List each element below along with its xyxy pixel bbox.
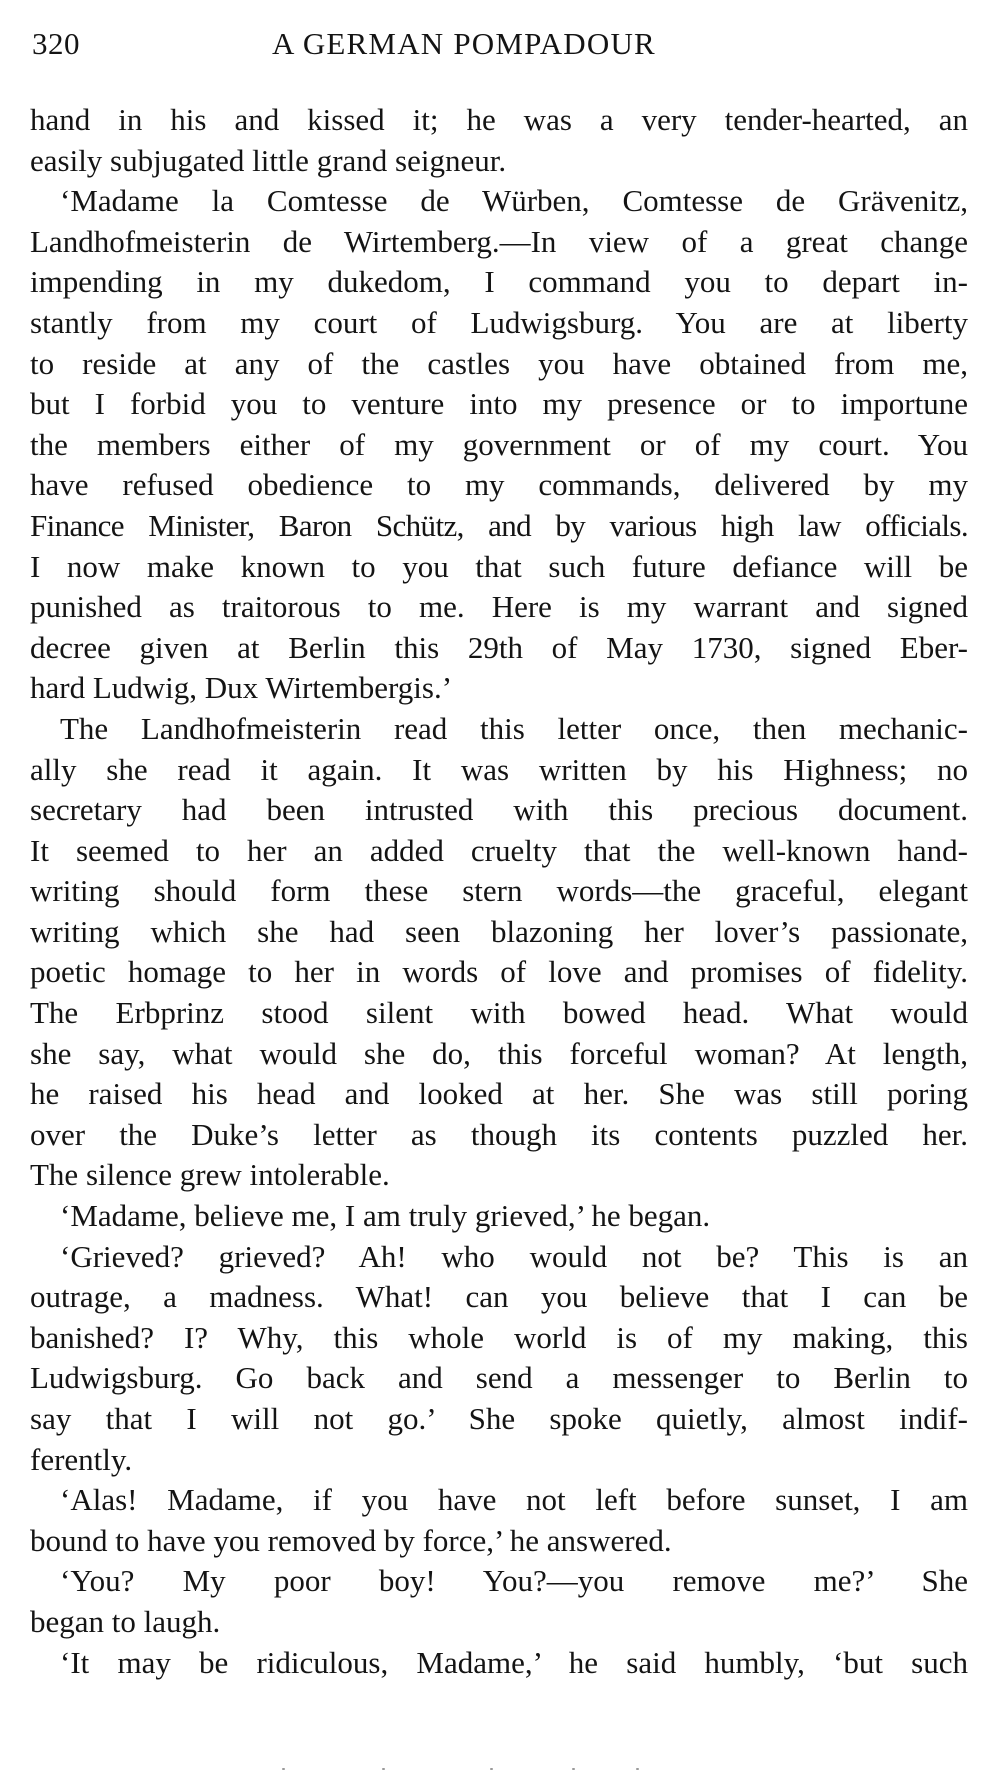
text-line: hard Ludwig, Dux Wirtembergis.’: [30, 670, 453, 706]
scan-speck: [572, 1768, 575, 1770]
text-line: she say, what would she do, this forceful woman? At length,: [30, 1035, 968, 1071]
text-line: bound to have you removed by force,’ he answered.: [30, 1522, 672, 1558]
text-line: the members either of my government or of my court. You: [30, 426, 968, 462]
text-line: ‘It may be ridiculous, Madame,’ he said humbly, ‘but such: [60, 1644, 968, 1680]
scan-specks: [280, 1768, 700, 1774]
text-line: stantly from my court of Ludwigsburg. You are at liberty: [30, 304, 968, 340]
running-title: A GERMAN POMPADOUR: [272, 26, 656, 61]
text-line: began to laugh.: [30, 1603, 221, 1639]
text-line: over the Duke’s letter as though its contents puzzled her.: [30, 1116, 968, 1152]
text-line: impending in my dukedom, I command you to depart in-: [30, 264, 968, 300]
text-line: I now make known to you that such future defiance will be: [30, 548, 968, 584]
text-line: punished as traitorous to me. Here is my warrant and signed: [30, 589, 968, 625]
text-line: but I forbid you to venture into my presence or to importune: [30, 386, 968, 422]
scan-speck: [636, 1768, 639, 1770]
text-line: writing should form these stern words—the graceful, elegant: [30, 873, 968, 909]
text-line: It seemed to her an added cruelty that the well-known hand-: [30, 832, 968, 868]
text-line: The Erbprinz stood silent with bowed head. What would: [30, 995, 968, 1031]
text-line: secretary had been intrusted with this precious document.: [30, 792, 968, 828]
text-line: poetic homage to her in words of love and promises of fidelity.: [30, 954, 968, 990]
text-line: hand in his and kissed it; he was a very tender-hearted, an: [30, 102, 968, 137]
text-line: ferently.: [30, 1441, 133, 1477]
text-line: ally she read it again. It was written by his Highness; no: [30, 751, 968, 787]
text-line: Finance Minister, Baron Schütz, and by various high law officials.: [30, 507, 968, 543]
body-text: [30, 100, 968, 1683]
text-line: have refused obedience to my commands, delivered by my: [30, 467, 968, 503]
text-line: outrage, a madness. What! can you believe that I can be: [30, 1279, 968, 1315]
scan-speck: [282, 1768, 285, 1770]
text-line: to reside at any of the castles you have obtained from me,: [30, 345, 968, 381]
text-line: say that I will not go.’ She spoke quietly, almost indif-: [30, 1401, 968, 1436]
text-line: Ludwigsburg. Go back and send a messenger to Berlin to: [30, 1360, 968, 1396]
text-line: Landhofmeisterin de Wirtemberg.—In view of a great change: [30, 223, 968, 259]
text-line: ‘Madame la Comtesse de Würben, Comtesse de Grävenitz,: [60, 183, 968, 219]
text-line: ‘Alas! Madame, if you have not left before sunset, I am: [60, 1482, 968, 1518]
running-head: [32, 26, 968, 70]
text-line: ‘Madame, believe me, I am truly grieved,’ he began.: [60, 1198, 711, 1234]
text-line: The Landhofmeisterin read this letter once, then mechanic-: [60, 710, 968, 746]
text-line: he raised his head and looked at her. She was still poring: [30, 1076, 968, 1112]
text-line: The silence grew intolerable.: [30, 1157, 390, 1193]
text-line: ‘Grieved? grieved? Ah! who would not be? This is an: [60, 1238, 968, 1274]
scan-speck: [382, 1768, 385, 1770]
page-number: 320: [32, 26, 80, 61]
text-line: writing which she had seen blazoning her lover’s passionate,: [30, 913, 968, 949]
text-line: decree given at Berlin this 29th of May 1730, signed Eber-: [30, 629, 968, 665]
text-line: easily subjugated little grand seigneur.: [30, 142, 507, 178]
text-line: ‘You? My poor boy! You?—you remove me?’ She: [60, 1563, 968, 1599]
scan-speck: [490, 1768, 493, 1770]
text-line: banished? I? Why, this whole world is of my making, this: [30, 1319, 968, 1355]
